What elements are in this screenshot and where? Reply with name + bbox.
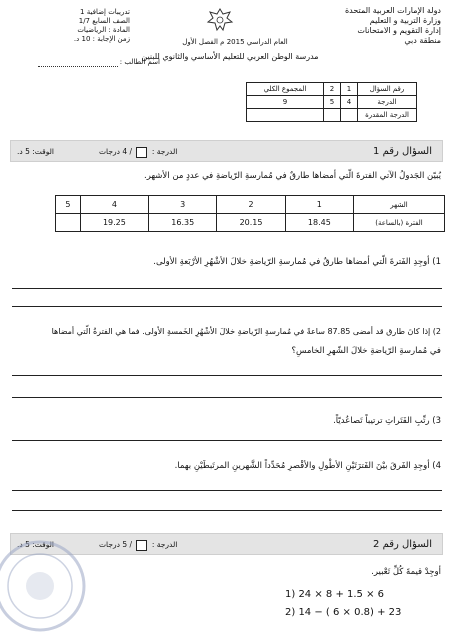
- header-line: إدارة التقويم و الامتحانات: [357, 26, 441, 35]
- table-cell: 9: [247, 96, 324, 109]
- question-2-time: الوقت: 5 د.: [17, 540, 54, 549]
- grade-out-of: / 5 درجات: [99, 540, 133, 549]
- ministry-header: [345, 6, 441, 46]
- expression-1: 1) 24 × 8 + 1.5 × 6: [285, 589, 385, 600]
- question-1-part-2: 2) إذا كانَ طارق قد أمضى 87.85 ساعةً في مُمارسةِ الرّياضةِ خلالَ الأشْهُرِ الخَمسةِ الأولى. فما هي الفترةُ الّتي أمضاها: [51, 327, 441, 336]
- table-row: [247, 96, 417, 109]
- table-row: [56, 214, 445, 232]
- academic-year: العام الدراسي 2015 م الفصل الأول: [182, 38, 288, 46]
- question-1-part-2-cont: في مُمارسةِ الرّياضةِ خلالَ الشّهرِ الخامسِ؟: [291, 346, 441, 356]
- grade-label: الدرجة :: [151, 540, 178, 549]
- question-1-time: الوقت: 5 د.: [17, 147, 54, 156]
- answer-line[interactable]: [12, 306, 442, 307]
- question-1-title: السؤال رقم 1: [373, 146, 432, 157]
- question-1-part-3: 3) رتِّبِ الفَتَراتِ ترتيباً تَصاعُديّاً.: [333, 416, 441, 426]
- exam-info-line: تدريبات إضافية 1: [80, 8, 130, 16]
- table-header-cell: 4: [80, 196, 148, 214]
- table-cell: 5: [324, 96, 341, 109]
- table-header-cell: 2: [217, 196, 285, 214]
- table-cell: [56, 214, 81, 232]
- answer-line[interactable]: [12, 510, 442, 511]
- question-1-header: [10, 140, 443, 162]
- student-name-label: اسم الطالب :: [119, 58, 160, 66]
- header-line: دولة الإمارات العربية المتحدة: [344, 6, 441, 15]
- question-1-part-1: 1) أوجِدِ الفَترةَ الّتي أمضاها طارقٌ في مُمارسةِ الرّياضةِ خلالَ الأشْهُرِ الأرْبَعةِ الأولى.: [153, 257, 441, 267]
- grade-out-of: / 4 درجات: [99, 147, 133, 156]
- header-line: منطقة دبي: [404, 36, 441, 45]
- table-cell: 1: [341, 83, 358, 96]
- table-cell: رقم السؤال: [358, 83, 417, 96]
- answer-line[interactable]: [12, 375, 442, 376]
- table-header-cell: 3: [149, 196, 217, 214]
- question-1-grade: [99, 146, 177, 158]
- uae-emblem-icon: [205, 6, 235, 34]
- exam-info-line: زمن الإجابة : 10 د.: [73, 35, 130, 43]
- table-cell: 18.45: [285, 214, 353, 232]
- months-hours-table: [55, 195, 445, 232]
- table-cell: 19.25: [80, 214, 148, 232]
- grade-box[interactable]: [136, 147, 147, 158]
- table-cell: [247, 109, 324, 122]
- table-row: [247, 83, 417, 96]
- question-1-part-4: 4) أوجِدِ الفَرقَ بيْنَ الفَترَتَيْنِ الأطْولِ والأقْصرِ مُحَدِّداً الشَّهرينِ المرتَبطَيْنِ بهما.: [174, 461, 441, 471]
- table-cell: الفترة (بالساعة): [354, 214, 445, 232]
- answer-line[interactable]: [12, 397, 442, 398]
- table-cell: [341, 109, 358, 122]
- exam-info: [10, 8, 130, 44]
- table-header-cell: 5: [56, 196, 81, 214]
- table-cell: [324, 109, 341, 122]
- table-cell: 16.35: [149, 214, 217, 232]
- header-line: وزارة التربية و التعليم: [369, 16, 441, 25]
- school-name: مدرسة الوطن العربي للتعليم الأساسي والثانوي للبنين: [141, 52, 319, 61]
- question-1-intro: يُبيّن الجَدولُ الآتي الفترةَ الّتي أمضاها طارقٌ في مُمارسةِ الرّياضةِ في عددٍ من الأشهر.: [144, 171, 441, 181]
- question-2-title: السؤال رقم 2: [373, 539, 432, 550]
- table-cell: الدرجة: [358, 96, 417, 109]
- table-row: [247, 109, 417, 122]
- table-cell: 20.15: [217, 214, 285, 232]
- table-header-cell: الشهر: [354, 196, 445, 214]
- question-2-grade: [99, 539, 177, 551]
- table-cell: 4: [341, 96, 358, 109]
- table-cell: المجموع الكلي: [247, 83, 324, 96]
- watermark-stamp: [0, 538, 88, 634]
- student-name-line: [38, 58, 118, 67]
- answer-line[interactable]: [12, 288, 442, 289]
- table-cell: 2: [324, 83, 341, 96]
- table-header-cell: 1: [285, 196, 353, 214]
- exam-info-line: المادة : الرياضيات: [77, 26, 130, 34]
- grade-label: الدرجة :: [151, 147, 178, 156]
- expression-2: 2) 14 − ( 6 × 0.8) + 23: [285, 607, 402, 618]
- grade-box[interactable]: [136, 540, 147, 551]
- exam-info-line: الصف السابع 1/7: [78, 17, 130, 25]
- table-cell: الدرجة المقدرة: [358, 109, 417, 122]
- answer-line[interactable]: [12, 440, 442, 441]
- question-2-intro: أوجِدْ قيمةَ كُلِّ تَعْبير.: [371, 567, 441, 577]
- grade-summary-table: [246, 82, 417, 122]
- student-name-field[interactable]: [10, 58, 160, 67]
- table-row: [56, 196, 445, 214]
- answer-line[interactable]: [12, 490, 442, 491]
